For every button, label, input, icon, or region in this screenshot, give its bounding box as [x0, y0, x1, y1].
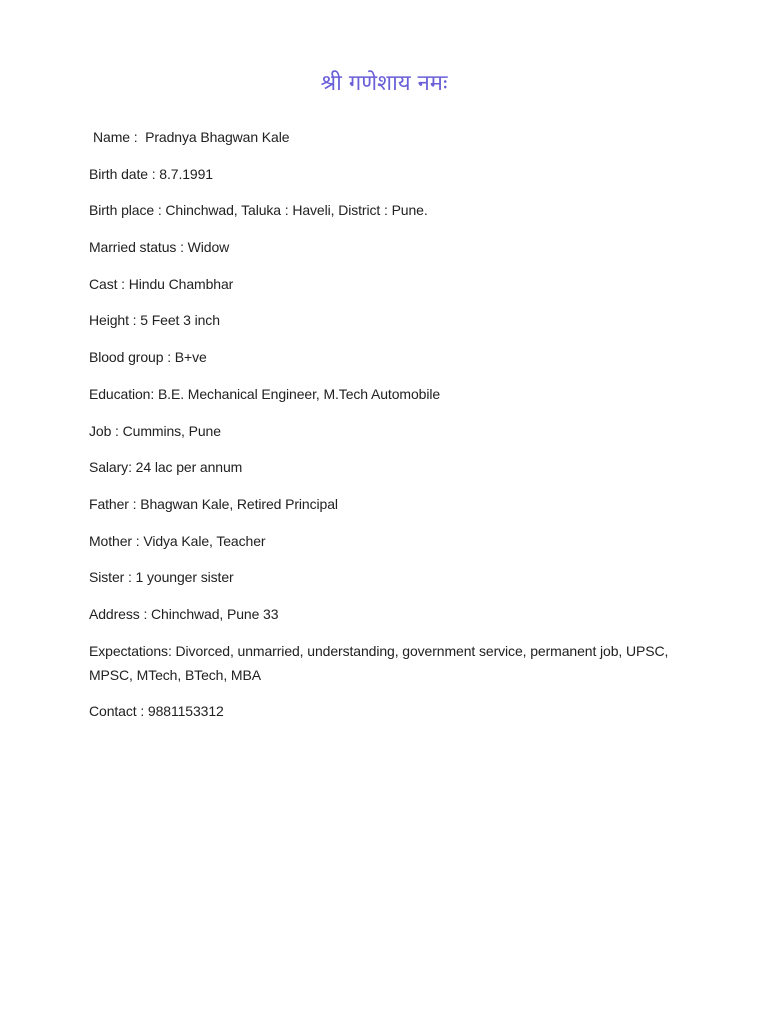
job-line: Job : Cummins, Pune	[89, 422, 221, 439]
expectations-line: Expectations: Divorced, unmarried, understanding, government service, permanent job, UPSC, MPSC, MTech, BTech, MBA	[89, 642, 669, 683]
document-heading: श्री गणेशाय नमः	[320, 71, 448, 96]
profile-details	[89, 125, 689, 736]
contact-line: Contact : 9881153312	[89, 703, 224, 720]
mother-line: Mother : Vidya Kale, Teacher	[89, 532, 266, 549]
cast-line: Cast : Hindu Chambhar	[89, 275, 234, 292]
birth-place-line: Birth place : Chinchwad, Taluka : Haveli, District : Pune.	[89, 202, 428, 219]
education-line: Education: B.E. Mechanical Engineer, M.Tech Automobile	[89, 385, 441, 402]
father-line: Father : Bhagwan Kale, Retired Principal	[89, 495, 338, 512]
name-line: Name : Pradnya Bhagwan Kale	[93, 129, 290, 145]
address-line: Address : Chinchwad, Pune 33	[89, 605, 279, 622]
birth-date-line: Birth date : 8.7.1991	[89, 165, 213, 182]
married-status-line: Married status : Widow	[89, 239, 230, 256]
salary-line: Salary: 24 lac per annum	[89, 459, 243, 476]
blood-group-line: Blood group : B+ve	[89, 349, 207, 366]
sister-line: Sister : 1 younger sister	[89, 569, 234, 586]
height-line: Height : 5 Feet 3 inch	[89, 312, 220, 329]
